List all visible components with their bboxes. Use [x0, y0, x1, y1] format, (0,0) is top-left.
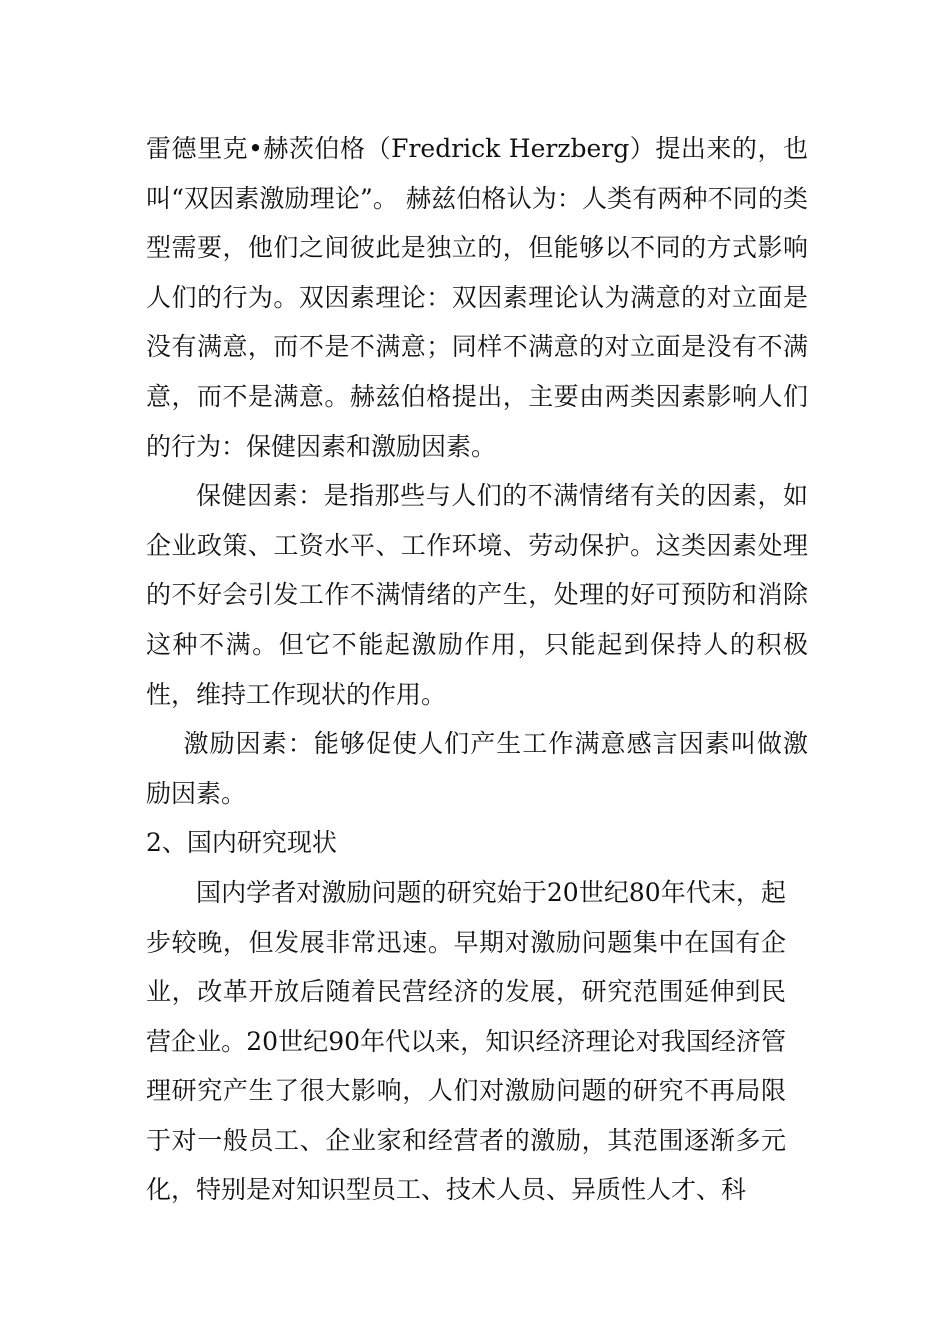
paragraph-motivation-factors: 激励因素：能够促使人们产生工作满意感言因素叫做激励因素。	[146, 729, 808, 808]
paragraph-herzberg-theory: 雷德里克•赫茨伯格（Fredrick Herzberg）提出来的，也叫“双因素激励理论”。 赫兹伯格认为：人类有两种不同的类型需要，他们之间彼此是独立的，但能够以不同的方式影响人们的行为。双因素理论：双因素理论认为满意的对立面是没有满意，而不是不满意；同样不满意的对立面是没有不满意，而不是满意。赫兹伯格提出，主要由两类因素影响人们的行为：保健因素和激励因素。	[146, 134, 808, 461]
paragraph-domestic-research: 国内学者对激励问题的研究始于20世纪80年代末，起步较晚，但发展非常迅速。早期对激励问题集中在国有企业，改革开放后随着民营经济的发展，研究范围延伸到民营企业。20世纪90年代以来，知识经济理论对我国经济管理研究产生了很大影响，人们对激励问题的研究不再局限于对一般员工、企业家和经营者的激励，其范围逐渐多元化，特别是对知识型员工、技术人员、异质性人才、科	[146, 877, 786, 1205]
section-heading: 2、国内研究现状	[146, 828, 337, 858]
paragraph-hygiene-factors: 保健因素：是指那些与人们的不满情绪有关的因素，如企业政策、工资水平、工作环境、劳动保护。这类因素处理的不好会引发工作不满情绪的产生，处理的好可预防和消除这种不满。但它不能起激励作用，只能起到保持人的积极性，维持工作现状的作用。	[146, 481, 808, 709]
document-body	[146, 124, 808, 1215]
